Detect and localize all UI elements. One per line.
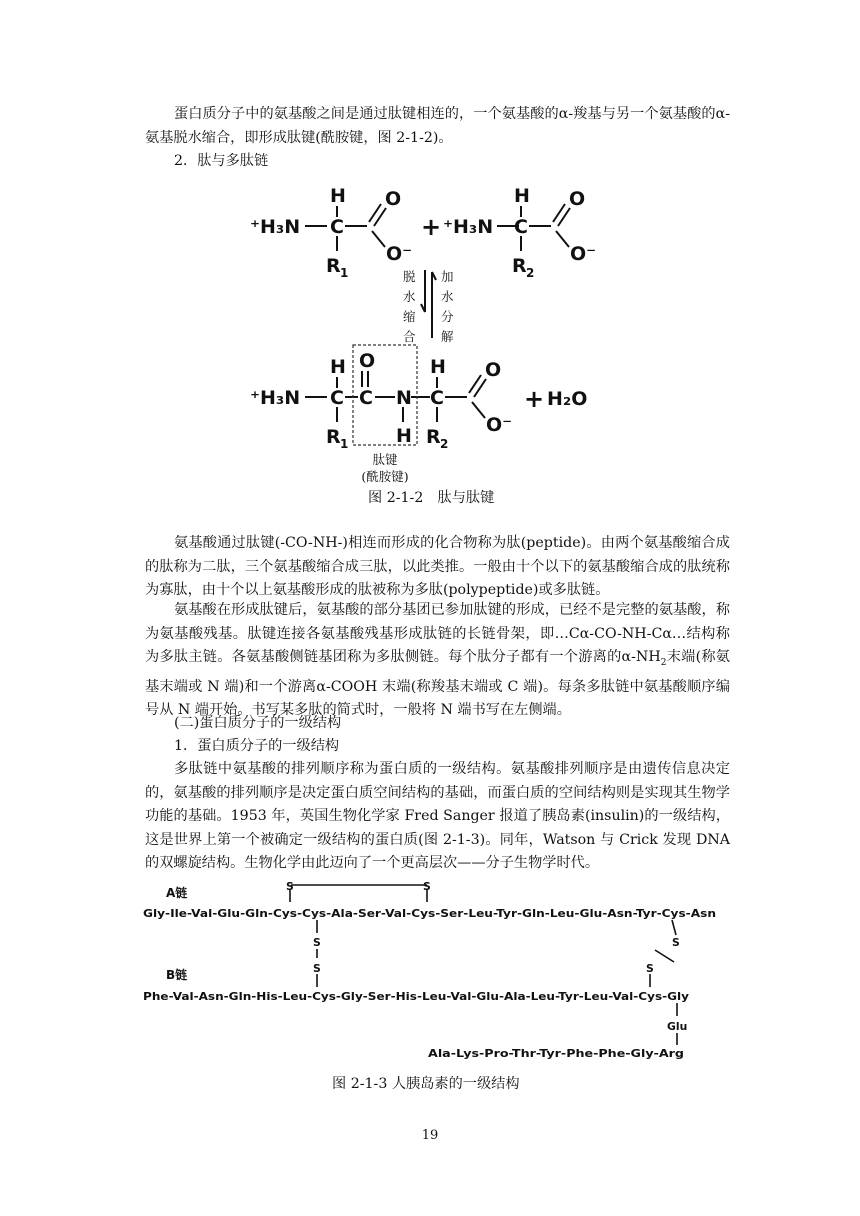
side-chain-r: R bbox=[326, 426, 341, 448]
arrow-left-char: 合 bbox=[403, 329, 416, 344]
a-chain-label: A链 bbox=[166, 886, 188, 900]
atom-h: H bbox=[330, 185, 346, 207]
peptide-bond-label: 肽键 bbox=[372, 452, 398, 467]
atom-h: H bbox=[396, 425, 412, 447]
arrow-right-char: 分 bbox=[441, 309, 454, 324]
heading-primary-structure-section: (二)蛋白质分子的一级结构 bbox=[174, 715, 342, 731]
nh3-group: ⁺H₃N bbox=[250, 387, 301, 409]
sulfur-atom: S bbox=[646, 962, 654, 975]
arrow-left-char: 脱 bbox=[403, 269, 416, 284]
paragraph-peptide-bond-intro: 蛋白质分子中的氨基酸之间是通过肽键相连的，一个氨基酸的α-羧基与另一个氨基酸的α-氨基脱水缩合，即形成肽键(酰胺键，图 2-1-2)。 bbox=[145, 106, 730, 146]
atom-o: O bbox=[359, 350, 376, 372]
atom-o: O bbox=[485, 359, 502, 381]
arrow-right-char: 水 bbox=[441, 289, 454, 304]
heading-primary-structure: 1．蛋白质分子的一级结构 bbox=[174, 738, 340, 754]
text-segment: 末端(称氨基末端或 N 端)和一个游离α-COOH 末端(称羧基末端或 C 端)。每条多肽链中氨基酸顺序编号从 N 端开始。书写某多肽的简式时，一般将 N 端书写在左侧端。 bbox=[145, 649, 730, 719]
figure-insulin-structure bbox=[0, 870, 860, 1070]
sulfur-atom: S bbox=[286, 880, 294, 893]
water-molecule: H₂O bbox=[547, 388, 588, 410]
arrow-right-char: 解 bbox=[441, 329, 454, 344]
sulfur-atom: S bbox=[423, 880, 431, 893]
b-chain-label: B链 bbox=[166, 968, 188, 982]
o-minus-group: O⁻ bbox=[486, 414, 513, 436]
atom-c-alpha: C bbox=[430, 387, 444, 409]
sulfur-atom: S bbox=[313, 962, 321, 975]
atom-n: N bbox=[396, 387, 412, 409]
text-segment: 氨基酸在形成肽键后，氨基酸的部分基团已参加肽键的形成，已经不是完整的氨基酸，称为氨基酸残基。肽键连接各氨基酸残基形成肽链的长链骨架，即…Cα-CO-NH-Cα…结构称为多肽主链。各氨基酸侧链基团称为多肽侧链。每个肽分子都有一个游离的α-NH bbox=[145, 602, 730, 666]
arrow-left-char: 缩 bbox=[403, 309, 416, 324]
amide-bond-label: (酰胺键) bbox=[361, 469, 409, 484]
plus-sign: + bbox=[421, 213, 442, 241]
arrow-left-char: 水 bbox=[403, 289, 416, 304]
sulfur-atom: S bbox=[313, 936, 321, 949]
atom-o: O bbox=[569, 188, 586, 210]
paragraph-primary-structure: 多肽链中氨基酸的排列顺序称为蛋白质的一级结构。氨基酸排列顺序是由遗传信息决定的，氨基酸的排列顺序是决定蛋白质空间结构的基础，而蛋白质的空间结构则是实现其生物学功能的基础。1953 年，英国生物化学家 Fred Sanger 报道了胰岛素(insulin)的一级结构，这是世界上第一个被确定一级结构的蛋白质(图 2-1-3)。同年，Watson 与 Crick 发现 DNA 的双螺旋结构。生物化学由此迈向了一个更高层次——分子生物学时代。 bbox=[145, 761, 730, 872]
nh3-group: ⁺H₃N bbox=[443, 216, 494, 238]
page-number: 19 bbox=[421, 1128, 439, 1143]
heading-peptide-and-polypeptide: 2．肽与多肽链 bbox=[174, 153, 269, 169]
atom-c-alpha: C bbox=[330, 387, 344, 409]
arrow-right-char: 加 bbox=[441, 269, 454, 284]
b-chain-sequence: Phe-Val-Asn-Gln-His-Leu-Cys-Gly-Ser-His-Leu-Val-Glu-Ala-Leu-Tyr-Leu-Val-Cys-Gly bbox=[143, 990, 689, 1003]
paragraph-peptide-definition: 氨基酸通过肽键(-CO-NH-)相连而形成的化合物称为肽(peptide)。由两个氨基酸缩合成的肽称为二肽，三个氨基酸缩合成三肽，以此类推。一般由十个以下的氨基酸缩合成的肽统称为寡肽，由十个以上氨基酸形成的肽被称为多肽(polypeptide)或多肽链。 bbox=[145, 535, 730, 599]
paragraph-amino-acid-residue bbox=[145, 599, 730, 723]
nh3-group: ⁺H₃N bbox=[250, 216, 301, 238]
atom-h: H bbox=[430, 356, 446, 378]
atom-c-carbonyl: C bbox=[359, 387, 373, 409]
o-minus-group: O⁻ bbox=[570, 243, 597, 265]
atom-h: H bbox=[330, 356, 346, 378]
b-chain-glu: Glu bbox=[667, 1020, 688, 1033]
subscript-2: 2 bbox=[440, 437, 449, 451]
atom-h: H bbox=[514, 185, 530, 207]
o-minus-group: O⁻ bbox=[386, 243, 413, 265]
a-chain-sequence: Gly-Ile-Val-Glu-Gln-Cys-Cys-Ala-Ser-Val-Cys-Ser-Leu-Tyr-Gln-Leu-Glu-Asn-Tyr-Cys-Asn bbox=[143, 907, 716, 920]
b-chain-tail-sequence: Ala-Lys-Pro-Thr-Tyr-Phe-Phe-Gly-Arg bbox=[428, 1047, 684, 1060]
subscript-1: 1 bbox=[340, 266, 349, 280]
side-chain-r: R bbox=[326, 255, 341, 277]
side-chain-r: R bbox=[512, 255, 527, 277]
subscript: 2 bbox=[660, 658, 667, 669]
sulfur-atom: S bbox=[672, 936, 680, 949]
figure-caption-2-1-3: 图 2-1-3 人胰岛素的一级结构 bbox=[332, 1076, 520, 1092]
atom-c: C bbox=[514, 216, 528, 238]
atom-o: O bbox=[385, 188, 402, 210]
subscript-1: 1 bbox=[340, 437, 349, 451]
figure-caption-2-1-2: 图 2-1-2 肽与肽键 bbox=[368, 490, 495, 506]
plus-sign: + bbox=[524, 385, 545, 413]
atom-c: C bbox=[330, 216, 344, 238]
side-chain-r: R bbox=[426, 426, 441, 448]
subscript-2: 2 bbox=[526, 266, 535, 280]
